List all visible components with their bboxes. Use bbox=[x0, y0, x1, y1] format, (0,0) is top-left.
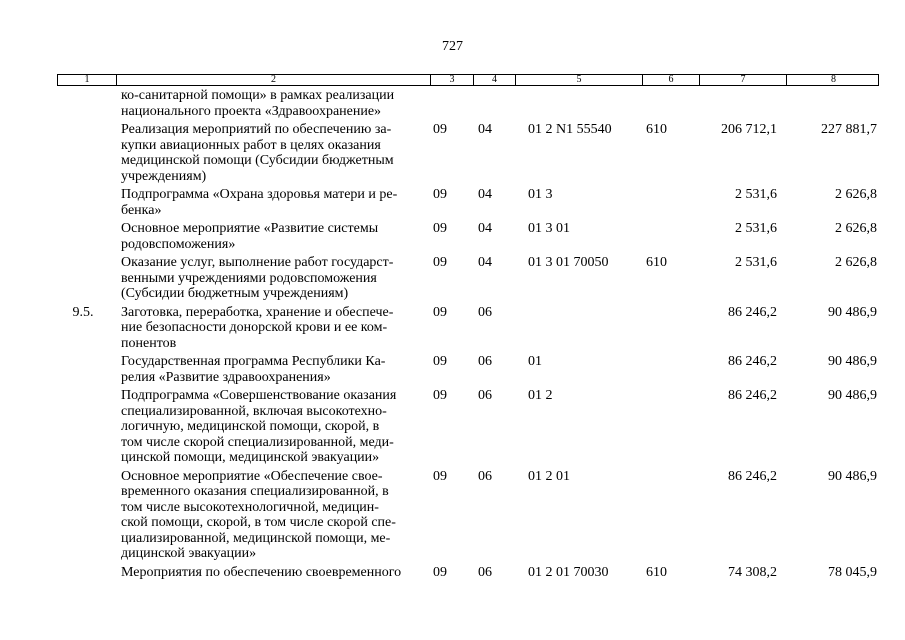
header-col-4: 4 bbox=[473, 75, 515, 85]
row-name-line: Подпрограмма «Охрана здоровья матери и ре- bbox=[121, 187, 398, 202]
row-name-line: ской помощи, скорой, в том числе скорой спе- bbox=[121, 515, 396, 530]
table-row bbox=[57, 255, 879, 302]
row-amount-1-cell: 86 246,2 bbox=[728, 354, 777, 369]
header-col-3: 3 bbox=[430, 75, 473, 85]
row-name-cell bbox=[115, 221, 429, 252]
row-name-line: родовспоможения» bbox=[121, 236, 236, 252]
row-amount-2-cell: 90 486,9 bbox=[828, 304, 877, 320]
row-name-line: бенка» bbox=[121, 202, 162, 218]
row-expense-type-cell: 610 bbox=[646, 255, 667, 270]
row-name-line: цинской помощи, медицинской эвакуации» bbox=[121, 450, 380, 465]
row-name-line: ние безопасности донорской крови и ее ком- bbox=[121, 320, 388, 335]
row-number-cell bbox=[57, 469, 115, 562]
row-name-line: Мероприятия по обеспечению своевременного bbox=[121, 564, 402, 580]
row-number-cell bbox=[57, 388, 115, 466]
header-col-5: 5 bbox=[515, 75, 642, 85]
row-name-line: учреждениям) bbox=[121, 168, 207, 184]
row-amount-1-cell bbox=[698, 88, 785, 119]
row-amount-1-cell: 74 308,2 bbox=[728, 564, 777, 580]
row-name-line: (Субсидии бюджетным учреждениям) bbox=[121, 286, 349, 301]
row-name-line: Основное мероприятие «Развитие системы bbox=[121, 221, 379, 236]
row-expense-type-cell bbox=[641, 221, 698, 252]
row-number-cell bbox=[57, 122, 115, 184]
row-amount-2-cell: 90 486,9 bbox=[828, 388, 877, 403]
row-name-line: дицинской эвакуации» bbox=[121, 546, 257, 561]
row-target-article-cell: 01 2 01 bbox=[528, 468, 570, 484]
row-section-cell: 09 bbox=[433, 187, 447, 202]
row-subsection-cell: 06 bbox=[478, 468, 492, 484]
row-expense-type-cell: 610 bbox=[646, 564, 667, 580]
row-subsection-cell: 06 bbox=[478, 388, 492, 403]
header-col-1: 1 bbox=[84, 74, 90, 85]
row-subsection-cell: 04 bbox=[478, 221, 492, 236]
row-target-article-cell: 01 3 01 70050 bbox=[528, 255, 609, 270]
row-expense-type-cell: 610 bbox=[646, 122, 667, 137]
row-amount-2-cell: 90 486,9 bbox=[828, 468, 877, 484]
row-target-article-cell: 01 bbox=[528, 354, 542, 369]
row-subsection-cell: 06 bbox=[478, 304, 492, 320]
row-number-cell: 9.5. bbox=[72, 304, 94, 320]
header-col-2: 2 bbox=[116, 75, 430, 85]
row-name-line: купки авиационных работ в целях оказания bbox=[121, 137, 381, 153]
row-amount-2-cell: 2 626,8 bbox=[835, 255, 877, 270]
table-header-row bbox=[57, 74, 879, 86]
row-name-cell bbox=[115, 388, 429, 466]
row-expense-type-cell bbox=[641, 354, 698, 385]
row-subsection-cell: 06 bbox=[478, 354, 492, 369]
row-target-article-cell: 01 3 01 bbox=[528, 221, 570, 236]
row-name-line: логичную, медицинской помощи, скорой, в bbox=[121, 419, 380, 434]
row-number-cell bbox=[57, 565, 115, 581]
row-name-line: национального проекта «Здравоохранение» bbox=[121, 103, 382, 119]
row-name-line: Заготовка, переработка, хранение и обеспече- bbox=[121, 304, 394, 320]
table-body bbox=[57, 88, 879, 583]
row-amount-2-cell: 227 881,7 bbox=[821, 122, 877, 137]
row-amount-2-cell bbox=[785, 88, 879, 119]
row-name-line: Реализация мероприятий по обеспечению за- bbox=[121, 122, 392, 137]
row-subsection-cell: 06 bbox=[478, 564, 492, 580]
row-name-line: венными учреждениями родовспоможения bbox=[121, 270, 377, 286]
row-subsection-cell: 04 bbox=[478, 187, 492, 202]
header-col-7: 7 bbox=[699, 75, 786, 85]
header-col-8: 8 bbox=[786, 75, 880, 85]
row-amount-1-cell: 2 531,6 bbox=[735, 187, 777, 202]
table-row bbox=[57, 565, 879, 581]
row-number-cell bbox=[57, 187, 115, 218]
row-name-line: циализированной, медицинской помощи, ме- bbox=[121, 530, 391, 546]
row-expense-type-cell bbox=[641, 469, 698, 562]
row-name-line: релия «Развитие здравоохранения» bbox=[121, 369, 331, 385]
row-amount-2-cell: 78 045,9 bbox=[828, 564, 877, 580]
row-expense-type-cell bbox=[641, 187, 698, 218]
row-amount-1-cell: 86 246,2 bbox=[728, 468, 777, 484]
row-amount-2-cell: 90 486,9 bbox=[828, 354, 877, 369]
page-number: 727 bbox=[442, 39, 463, 54]
row-expense-type-cell bbox=[641, 388, 698, 466]
row-section-cell: 09 bbox=[433, 564, 447, 580]
row-section-cell: 09 bbox=[433, 388, 447, 403]
row-name-cell bbox=[115, 305, 429, 352]
row-target-article-cell: 01 3 bbox=[528, 187, 553, 202]
table-row bbox=[57, 187, 879, 218]
table-row bbox=[57, 388, 879, 466]
row-name-line: Государственная программа Республики Ка- bbox=[121, 354, 386, 369]
row-section-cell: 09 bbox=[433, 221, 447, 236]
row-name-line: временного оказания специализированной, в bbox=[121, 484, 389, 499]
row-section-cell bbox=[429, 88, 472, 119]
row-name-line: понентов bbox=[121, 335, 177, 351]
row-name-line: том числе скорой специализированной, меди- bbox=[121, 434, 394, 450]
row-name-line: Основное мероприятие «Обеспечение свое- bbox=[121, 468, 383, 484]
table-row bbox=[57, 354, 879, 385]
row-number-cell bbox=[57, 88, 115, 119]
row-amount-1-cell: 86 246,2 bbox=[728, 388, 777, 403]
row-name-cell bbox=[115, 88, 429, 119]
row-name-line: медицинской помощи (Субсидии бюджетным bbox=[121, 153, 394, 168]
row-section-cell: 09 bbox=[433, 468, 447, 484]
row-name-cell bbox=[115, 469, 429, 562]
row-amount-1-cell: 2 531,6 bbox=[735, 255, 777, 270]
row-name-line: Оказание услуг, выполнение работ государст- bbox=[121, 255, 394, 270]
row-target-article-cell: 01 2 bbox=[528, 388, 553, 403]
row-subsection-cell: 04 bbox=[478, 255, 492, 270]
row-number-cell bbox=[57, 221, 115, 252]
row-amount-1-cell: 2 531,6 bbox=[735, 221, 777, 236]
row-name-cell bbox=[115, 255, 429, 302]
row-name-line: Подпрограмма «Совершенствование оказания bbox=[121, 388, 397, 403]
row-subsection-cell bbox=[472, 88, 514, 119]
row-subsection-cell: 04 bbox=[478, 122, 492, 137]
table-row bbox=[57, 469, 879, 562]
row-target-article-cell: 01 2 N1 55540 bbox=[528, 122, 612, 137]
header-col-6: 6 bbox=[642, 75, 699, 85]
row-number-cell bbox=[57, 354, 115, 385]
table-row bbox=[57, 122, 879, 184]
row-name-cell bbox=[115, 122, 429, 184]
row-number-cell bbox=[57, 255, 115, 302]
row-amount-2-cell: 2 626,8 bbox=[835, 187, 877, 202]
row-name-line: ко-санитарной помощи» в рамках реализации bbox=[121, 88, 395, 103]
table-row bbox=[57, 305, 879, 352]
row-name-cell bbox=[115, 354, 429, 385]
table-row bbox=[57, 221, 879, 252]
row-expense-type-cell bbox=[641, 88, 698, 119]
row-name-line: специализированной, включая высокотехно- bbox=[121, 403, 387, 419]
row-amount-1-cell: 86 246,2 bbox=[728, 304, 777, 320]
table-row bbox=[57, 88, 879, 119]
row-target-article-cell bbox=[514, 305, 641, 352]
row-section-cell: 09 bbox=[433, 304, 447, 320]
row-expense-type-cell bbox=[641, 305, 698, 352]
row-name-cell bbox=[115, 187, 429, 218]
row-name-line: том числе высокотехнологичной, медицин- bbox=[121, 499, 379, 515]
row-amount-1-cell: 206 712,1 bbox=[721, 122, 777, 137]
row-target-article-cell bbox=[514, 88, 641, 119]
row-name-cell bbox=[115, 565, 429, 581]
row-amount-2-cell: 2 626,8 bbox=[835, 221, 877, 236]
row-section-cell: 09 bbox=[433, 354, 447, 369]
row-section-cell: 09 bbox=[433, 122, 447, 137]
row-target-article-cell: 01 2 01 70030 bbox=[528, 564, 609, 580]
row-section-cell: 09 bbox=[433, 255, 447, 270]
